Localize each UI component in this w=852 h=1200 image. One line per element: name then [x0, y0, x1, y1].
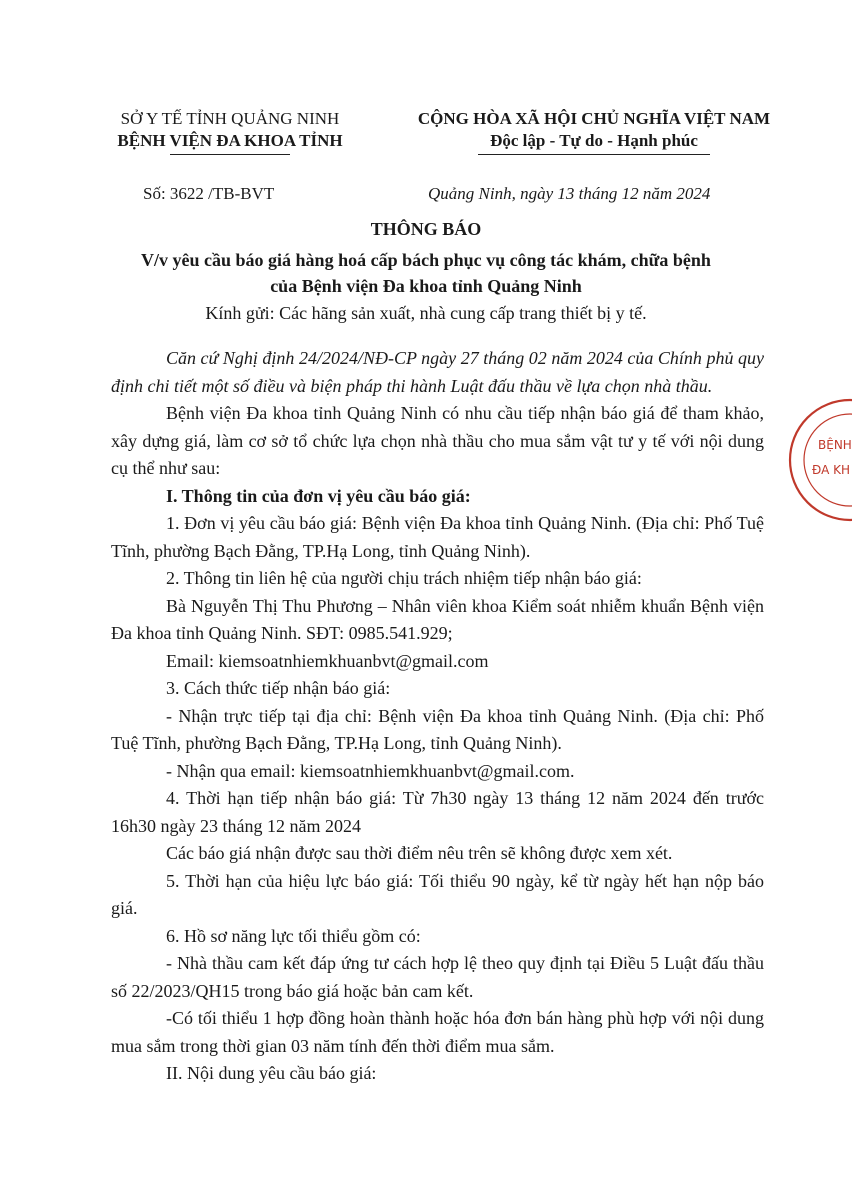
doc-title: THÔNG BÁO: [370, 219, 482, 239]
item-6: 6. Hồ sơ năng lực tối thiểu gồm có:: [166, 925, 421, 946]
contact-person: Bà Nguyễn Thị Thu Phương – Nhân viên khoa Kiểm soát nhiễm khuẩn Bệnh viện Đa khoa tỉnh Quảng Ninh. SĐT: 0985.541.929;: [111, 595, 764, 643]
item-4: 4. Thời hạn tiếp nhận báo giá: Từ 7h30 ngày 13 tháng 12 năm 2024 đến trước 16h30 ngày 23 tháng 12 năm 2024: [111, 788, 764, 836]
document-body: [111, 345, 764, 1088]
stamp-seal-graphic: [788, 385, 852, 535]
subject-line2: của Bệnh viện Đa khoa tỉnh Quảng Ninh: [270, 276, 582, 296]
section-1-heading: I. Thông tin của đơn vị yêu cầu báo giá:: [166, 485, 471, 506]
agency-line1: SỞ Y TẾ TỈNH QUẢNG NINH: [120, 109, 340, 128]
country-line1: CỘNG HÒA XÃ HỘI CHỦ NGHĨA VIỆT NAM: [417, 109, 771, 128]
intro-paragraph: Bệnh viện Đa khoa tỉnh Quảng Ninh có nhu cầu tiếp nhận báo giá để tham khảo, xây dựng giá, làm cơ sở tổ chức lựa chọn nhà thầu cho mua sắm vật tư y tế với nội dung cụ thể như sau:: [111, 403, 764, 478]
late-notice: Các báo giá nhận được sau thời điểm nêu trên sẽ không được xem xét.: [166, 843, 673, 863]
subject-line1: V/v yêu cầu báo giá hàng hoá cấp bách phục vụ công tác khám, chữa bệnh: [141, 250, 711, 270]
section-2-heading: II. Nội dung yêu cầu báo giá:: [166, 1063, 377, 1083]
item-5: 5. Thời hạn của hiệu lực báo giá: Tối thiểu 90 ngày, kể từ ngày hết hạn nộp báo giá.: [111, 870, 764, 918]
agency-underline: [170, 154, 290, 155]
contact-email: Email: kiemsoatnhiemkhuanbvt@gmail.com: [166, 650, 489, 671]
agency-line2: BỆNH VIỆN ĐA KHOA TỈNH: [117, 131, 343, 150]
receive-email: - Nhận qua email: kiemsoatnhiemkhuanbvt@gmail.com.: [166, 760, 575, 781]
requirement-2: -Có tối thiểu 1 hợp đồng hoàn thành hoặc hóa đơn bán hàng phù hợp với nội dung mua sắm trong thời gian 03 năm tính đến thời điểm mua sắm.: [111, 1008, 764, 1056]
country-line2: Độc lập - Tự do - Hạnh phúc: [490, 131, 698, 150]
national-header: [360, 108, 828, 155]
stamp-text-line1: BỆNH: [818, 438, 852, 452]
receive-direct: - Nhận trực tiếp tại địa chỉ: Bệnh viện Đa khoa tỉnh Quảng Ninh. (Địa chỉ: Phố Tuệ Tĩnh, phường Bạch Đằng, TP.Hạ Long, tỉnh Quảng Ninh).: [111, 705, 764, 753]
item-3: 3. Cách thức tiếp nhận báo giá:: [166, 678, 391, 698]
requirement-1: - Nhà thầu cam kết đáp ứng tư cách hợp lệ theo quy định tại Điều 5 Luật đấu thầu số 22/2023/QH15 trong báo giá hoặc bản cam kết.: [111, 953, 764, 1001]
doc-number: Số: 3622 /TB-BVT: [143, 184, 275, 203]
stamp-text-line2: ĐA KH: [812, 463, 851, 477]
recipient: Kính gửi: Các hãng sản xuất, nhà cung cấp trang thiết bị y tế.: [205, 303, 647, 323]
item-1: 1. Đơn vị yêu cầu báo giá: Bệnh viện Đa khoa tỉnh Quảng Ninh. (Địa chỉ: Phố Tuệ Tĩnh, phường Bạch Đằng, TP.Hạ Long, tỉnh Quảng Ninh).: [111, 513, 764, 561]
item-2: 2. Thông tin liên hệ của người chịu trách nhiệm tiếp nhận báo giá:: [166, 568, 642, 588]
legal-basis: Căn cứ Nghị định 24/2024/NĐ-CP ngày 27 tháng 02 năm 2024 của Chính phủ quy định chi tiết một số điều và biện pháp thi hành Luật đấu thầu về lựa chọn nhà thầu.: [111, 348, 764, 396]
issuing-agency: [100, 108, 360, 155]
motto-underline: [478, 154, 710, 155]
place-date: Quảng Ninh, ngày 13 tháng 12 năm 2024: [428, 184, 711, 203]
